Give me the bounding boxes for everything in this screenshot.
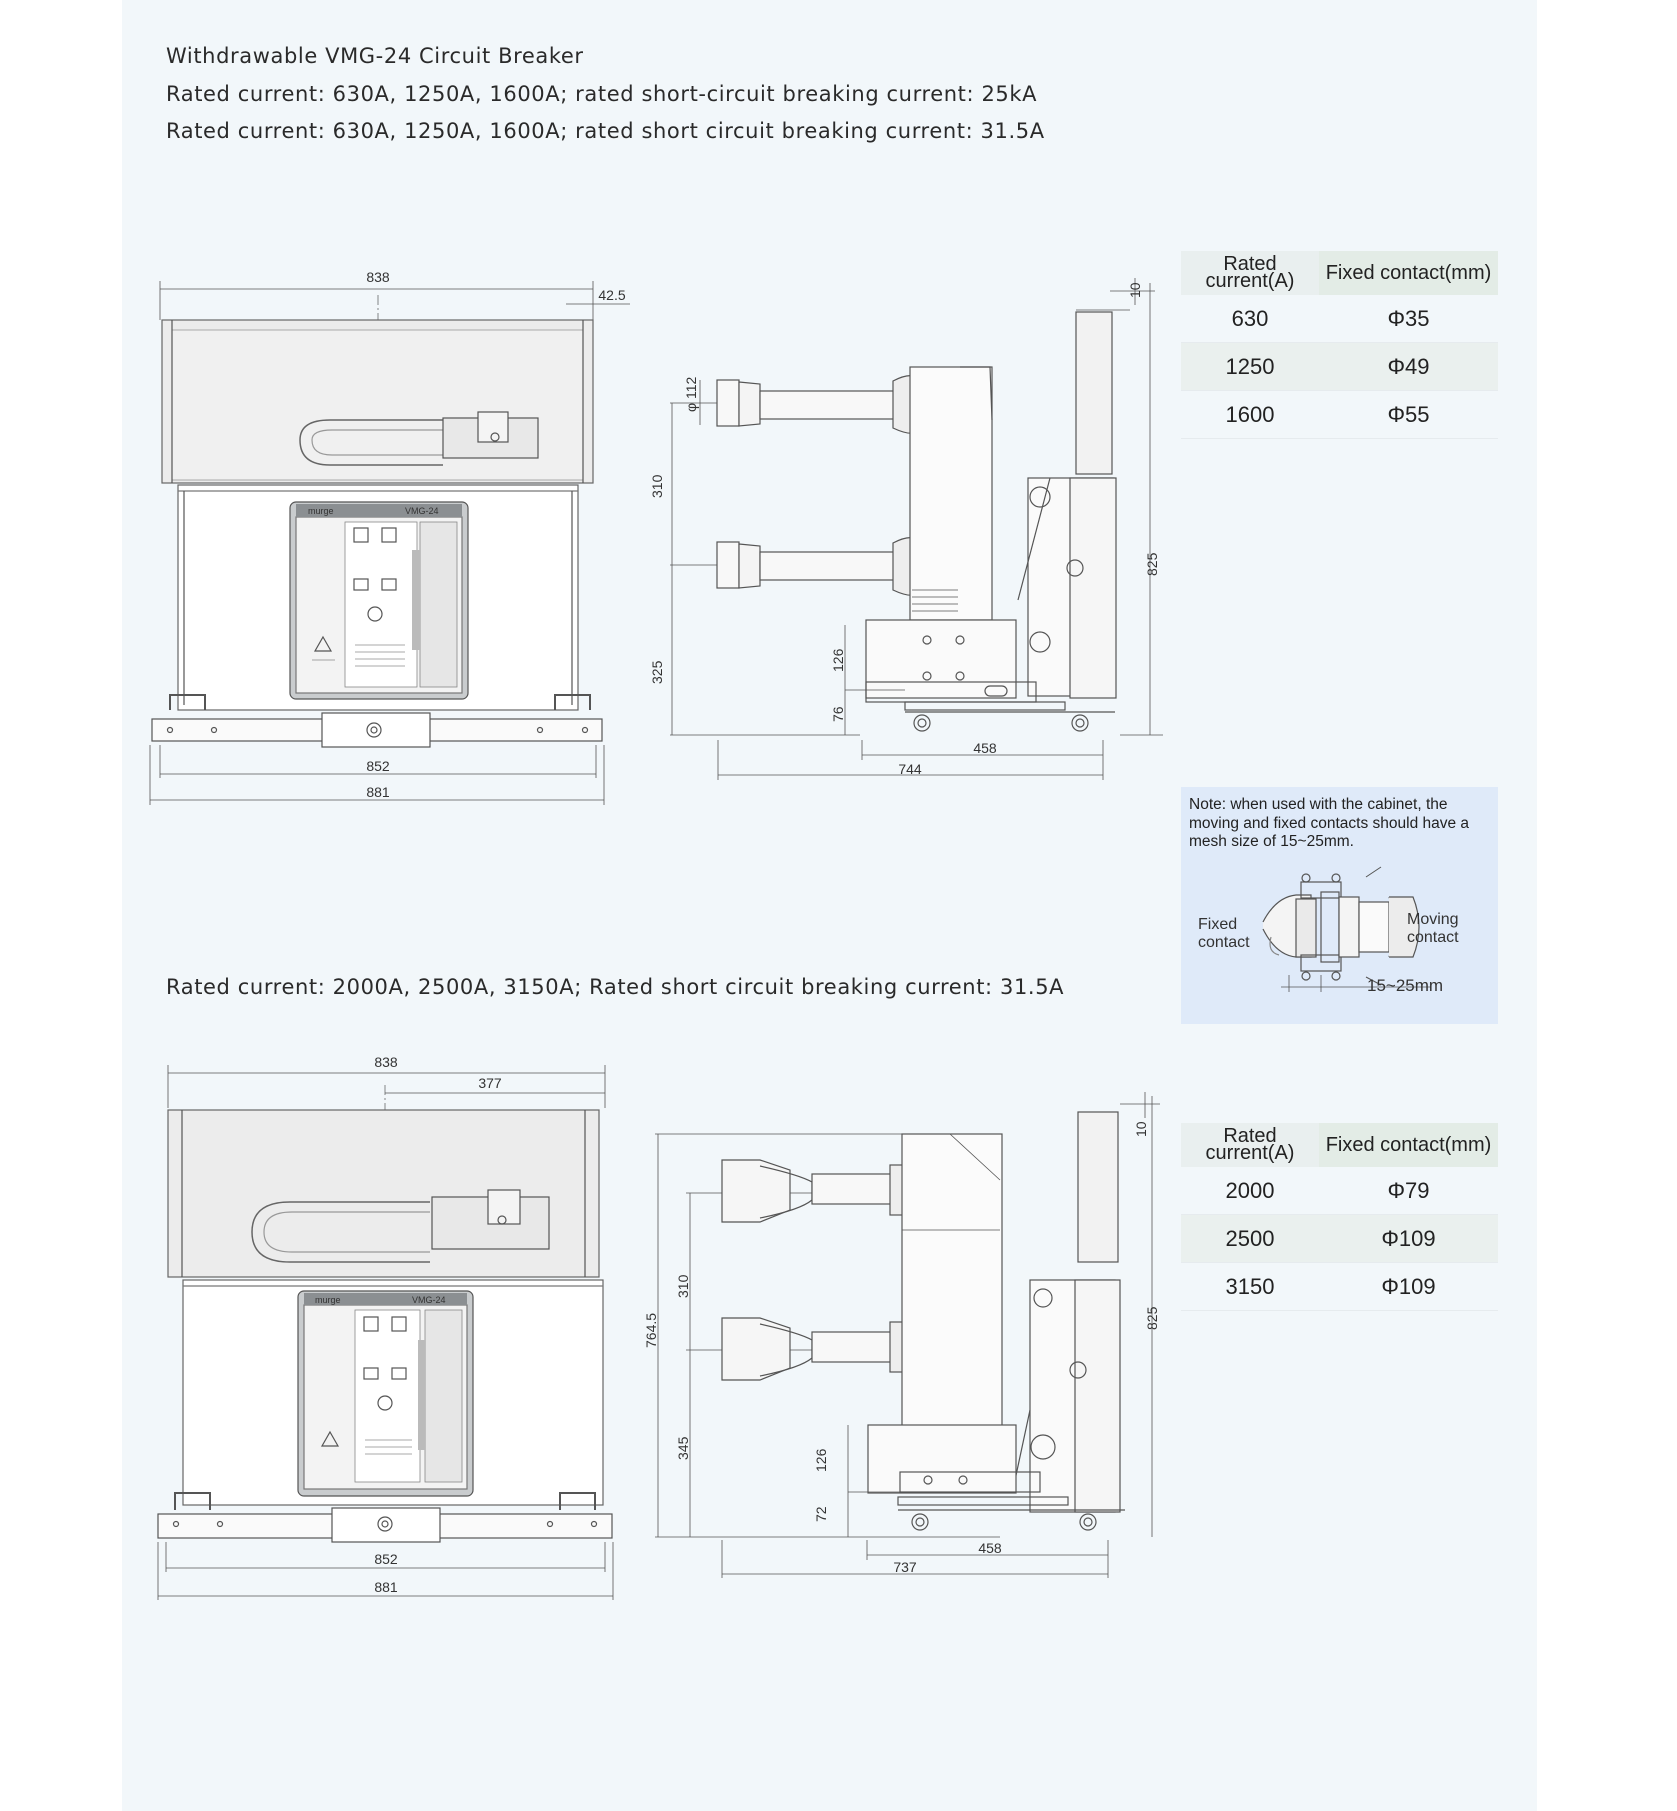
panel-model-2: VMG-24 bbox=[412, 1295, 446, 1305]
column-header-current: Rated current(A) bbox=[1181, 1123, 1319, 1167]
table-header bbox=[1181, 1123, 1498, 1167]
dim-458-b: 458 bbox=[978, 1540, 1002, 1556]
dim-838-b: 838 bbox=[374, 1054, 398, 1070]
fixed-contact-table-1 bbox=[1181, 251, 1498, 439]
dim-76: 76 bbox=[830, 706, 846, 722]
mesh-note-text: Note: when used with the cabinet, the moving and fixed contacts should have a mesh size of 15~25mm. bbox=[1189, 796, 1470, 850]
side-view-2 bbox=[655, 1092, 1160, 1578]
dim-825-a: 825 bbox=[1144, 552, 1160, 576]
dim-838-a: 838 bbox=[366, 269, 390, 285]
dim-737: 737 bbox=[893, 1559, 917, 1575]
dim-126-a: 126 bbox=[830, 648, 846, 672]
table-row: 630 Φ35 bbox=[1181, 295, 1498, 343]
contact-diagram bbox=[1181, 787, 1498, 1024]
section-2-title: Rated current: 2000A, 2500A, 3150A; Rated short circuit breaking current: 31.5A bbox=[166, 975, 1065, 999]
front-view-1 bbox=[150, 281, 630, 805]
dim-825-b: 825 bbox=[1144, 1306, 1160, 1330]
table-row: 1600 Φ55 bbox=[1181, 391, 1498, 439]
dim-42-5: 42.5 bbox=[598, 287, 626, 303]
dim-72: 72 bbox=[813, 1506, 829, 1522]
dim-phi-112: φ 112 bbox=[683, 376, 699, 412]
column-header-contact: Fixed contact(mm) bbox=[1319, 1123, 1498, 1167]
dim-10-a: 10 bbox=[1127, 282, 1143, 298]
dim-458-a: 458 bbox=[973, 740, 997, 756]
column-header-current: Rated current(A) bbox=[1181, 251, 1319, 295]
mesh-note-box bbox=[1181, 787, 1498, 1024]
table-header bbox=[1181, 251, 1498, 295]
spec-line-2: Rated current: 630A, 1250A, 1600A; rated short circuit breaking current: 31.5A bbox=[166, 119, 1045, 143]
dim-881-a: 881 bbox=[366, 784, 390, 800]
table-row: 2500 Φ109 bbox=[1181, 1215, 1498, 1263]
dim-310-a: 310 bbox=[649, 474, 665, 498]
table-row: 3150 Φ109 bbox=[1181, 1263, 1498, 1311]
dim-310-b: 310 bbox=[675, 1274, 691, 1298]
dim-10-b: 10 bbox=[1133, 1121, 1149, 1137]
spec-line-1: Rated current: 630A, 1250A, 1600A; rated short-circuit breaking current: 25kA bbox=[166, 82, 1038, 106]
table-row: 2000 Φ79 bbox=[1181, 1167, 1498, 1215]
fixed-contact-table-2 bbox=[1181, 1123, 1498, 1311]
panel-brand-2: murge bbox=[315, 1295, 341, 1305]
moving-contact-label: Moving contact bbox=[1407, 911, 1459, 946]
dim-852-b: 852 bbox=[374, 1551, 398, 1567]
panel-brand-1: murge bbox=[308, 506, 334, 516]
dim-325: 325 bbox=[649, 660, 665, 684]
dim-744: 744 bbox=[898, 761, 922, 777]
side-view-1 bbox=[670, 278, 1163, 780]
dim-377: 377 bbox=[478, 1075, 502, 1091]
dim-345: 345 bbox=[675, 1436, 691, 1460]
panel-model-1: VMG-24 bbox=[405, 506, 439, 516]
fixed-contact-label: Fixed contact bbox=[1198, 916, 1250, 951]
column-header-contact: Fixed contact(mm) bbox=[1319, 251, 1498, 295]
page-title: Withdrawable VMG-24 Circuit Breaker bbox=[166, 44, 584, 68]
dim-126-b: 126 bbox=[813, 1448, 829, 1472]
dim-764-5: 764.5 bbox=[643, 1312, 659, 1348]
dim-881-b: 881 bbox=[374, 1579, 398, 1595]
dim-852-a: 852 bbox=[366, 758, 390, 774]
mesh-size-label: 15~25mm bbox=[1367, 976, 1444, 995]
table-row: 1250 Φ49 bbox=[1181, 343, 1498, 391]
front-view-2 bbox=[158, 1065, 613, 1600]
